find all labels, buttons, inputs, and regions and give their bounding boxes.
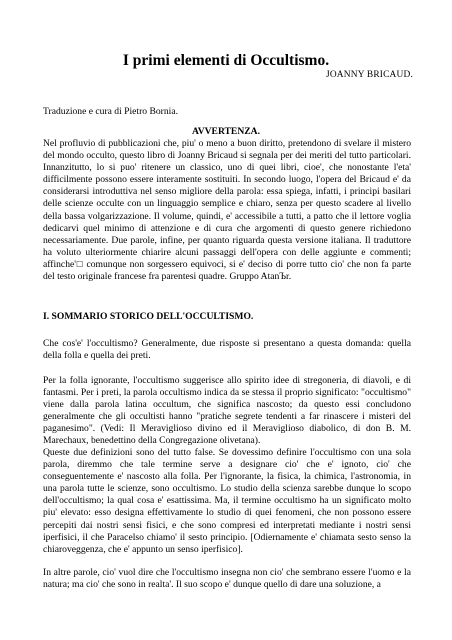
document-author: JOANNY BRICAUD. (325, 70, 413, 80)
body-paragraph: Queste due definizioni sono del tutto false. Se dovessimo definire l'occultismo con una sola parola, diremmo che tale termine serve a designare cio' che e' ignoto, cio' che conseguentemente e' nascosto alla folla. Per l'ignorante, la fisica, la chimica, l'astronomia, in una parola tutte le scienze, sono occultismo. Lo studio della scienza sarebbe dunque lo scopo dell'occultismo; la qual cosa e' esattissima. Ma, il termine occultismo ha un significato molto piu' elevato: esso designa effettivamente lo studio di quei fenomeni, che non possono essere percepiti dai nostri sensi fisici, e che sono compresi ed interpretati mediante i nostri sensi iperfisici, il che Paracelso chiamo' il sesto principio. [Odiernamente e' chiamata sesto senso la chiaroveggenza, che e' appunto un senso iperfisico]. (43, 447, 411, 555)
section-heading: I. SOMMARIO STORICO DELL'OCCULTISMO. (43, 311, 254, 322)
document-title: I primi elementi di Occultismo. (122, 52, 330, 69)
foreword-paragraph: Nel profluvio di pubblicazioni che, piu' o meno a buon diritto, pretendono di svelare il mistero del mondo occulto, questo libro di Joanny Bricaud si segnala per dei meriti del tutto particolari. Innanzitutto, lo si puo' ritenere un classico, uno di quei libri, cioe', che nonostante l'eta' difficilmente possono essere interamente sostituiti. In secondo luogo, l'opera del Bricaud e' da considerarsi introduttiva nel senso migliore della parola: essa spiega, infatti, i principi basilari delle scienze occulte con un linguaggio semplice e chiaro, senza per questo scadere al livello della bassa volgarizzazione. Il volume, quindi, e' accessibile a tutti, a patto che il lettore voglia dedicarvi quel minimo di attenzione e di cura che argomenti di questo genere richiedono necessariamente. Due parole, infine, per quanto riguarda questa versione italiana. Il traduttore ha voluto ulteriormente chiarire alcuni passaggi dell'opera con delle aggiunte e commenti; affinche'□ comunque non sorgessero equivoci, si e' deciso di porre tutto cio' che non fa parte del testo originale francese fra parentesi quadre. Gruppo AtanЪr. (43, 138, 411, 283)
foreword-heading: AVVERTENZA. (192, 126, 260, 137)
body-paragraph: Per la folla ignorante, l'occultismo suggerisce allo spirito idee di stregoneria, di diavoli, e di fantasmi. Per i preti, la parola occultismo indica da se stessa il proprio significato: "occultismo" viene dalla parola latina occultum, che significa nascosto; da questo essi concludono generalmente che gli occultisti hanno "pratiche segrete tendenti a far rinascere i misteri del paganesimo". (Vedi: Il Meraviglioso divino ed il Meraviglioso diabolico, di don B. M. Marechaux, benedettino della Congregazione olivetana). (43, 375, 411, 447)
body-paragraph: Che cos'e' l'occultismo? Generalmente, due risposte si presentano a questa domanda: quella della folla e quella dei preti. (43, 338, 411, 362)
body-paragraph: In altre parole, cio' vuol dire che l'occultismo insegna non cio' che sembrano essere l'uomo e la natura; ma cio' che sono in realta'. Il suo scopo e' dunque quello di dare una soluzione, a (43, 567, 411, 591)
translation-note: Traduzione e cura di Pietro Bornia. (43, 106, 178, 117)
